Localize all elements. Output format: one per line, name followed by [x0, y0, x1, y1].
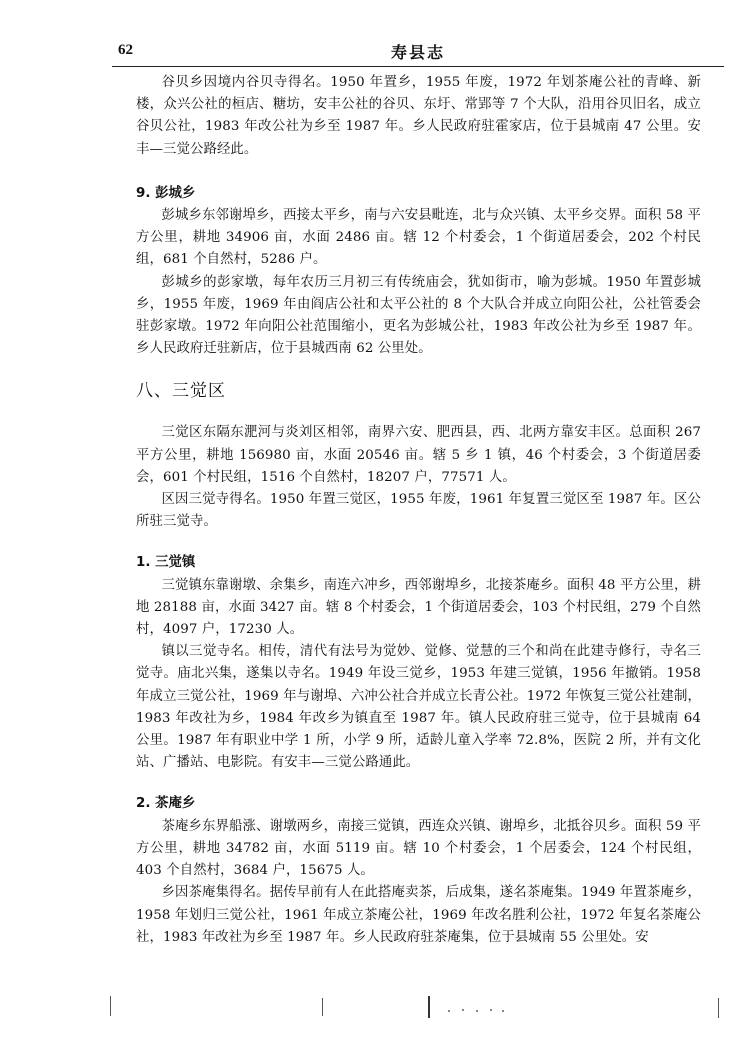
chaan-paragraph-1: 茶庵乡东界船涨、谢墩两乡，南接三觉镇，西连众兴镇、谢埠乡，北抵谷贝乡。面积 59 平方公里，耕地 34782 亩，水面 5119 亩。辖 10 个村委会，1 个居委会，124 个村民组，403 个自然村，3684 户，15675 人。 — [136, 818, 701, 879]
chaan-paragraph-2: 乡因茶庵集得名。据传早前有人在此搭庵卖茶，后成集，遂名茶庵集。1949 年置茶庵乡，1958 年划归三觉公社，1961 年成立茶庵公社，1969 年改名胜利公社，1972 年复名茶庵公社，1983 年改社为乡至 1987 年。乡人民政府驻茶庵集，位于县城南 55 公里处。安 — [136, 885, 701, 945]
sanjue-district-paragraph-1: 三觉区东隔东淝河与炎刘区相邻，南界六安、肥西县，西、北两方靠安丰区。总面积 267 平方公里，耕地 156980 亩，水面 20546 亩。辖 5 乡 1 镇，46 个村委会，3 个街道居委会，601 个村民组，1516 个自然村，18207 户，77571 人。 — [136, 425, 701, 485]
section-title-pengcheng: 9. 彭城乡 — [136, 185, 196, 201]
scan-dot — [462, 1009, 464, 1011]
spacer — [136, 533, 701, 552]
pengcheng-paragraph-2: 彭城乡的彭家墩，每年农历三月初三有传统庙会，犹如街市，喻为彭城。1950 年置彭城乡，1955 年废，1969 年由阎店公社和太平公社的 8 个大队合并成立向阳公社，公社管委会驻彭家墩。1972 年向阳公社范围缩小，更名为彭城公社，1983 年改公社为乡至 1987 年。乡人民政府迁驻新店，位于县城西南 62 公里处。 — [136, 274, 701, 357]
scan-mark — [322, 998, 323, 1016]
pengcheng-paragraph-1: 彭城乡东邻谢埠乡，西接太平乡，南与六安县毗连，北与众兴镇、太平乡交界。面积 58 平方公里，耕地 34906 亩，水面 2486 亩。辖 12 个村委会，1 个街道居委会，202 个村民组，681 个自然村，5286 户。 — [136, 208, 701, 268]
scan-mark — [110, 996, 111, 1016]
page-header — [112, 38, 724, 66]
scan-dot — [490, 1009, 492, 1011]
scan-dot — [476, 1010, 478, 1012]
sanjue-town-paragraph-2: 镇以三觉寺名。相传，清代有法号为觉妙、觉修、觉慧的三个和尚在此建寺修行，寺名三觉寺。庙北兴集，遂集以寺名。1949 年设三觉乡，1953 年建三觉镇，1956 年撤销。1958 年成立三觉公社，1969 年与谢埠、六冲公社合并成立长青公社。1972 年恢复三觉公社建制，1983 年改社为乡，1984 年改乡为镇直至 1987 年。镇人民政府驻三觉寺，位于县城南 64 公里。1987 年有职业中学 1 所，小学 9 所，适龄儿童入学率 72.8%，医院 2 所，并有文化站、广播站、电影院。有安丰—三觉公路通此。 — [136, 644, 701, 771]
header-rule — [112, 66, 724, 67]
spacer — [136, 360, 701, 377]
section-title-chaan: 2. 茶庵乡 — [136, 796, 196, 812]
scan-artifacts — [110, 994, 730, 1024]
scan-mark — [718, 998, 719, 1018]
scan-mark — [428, 996, 430, 1018]
scan-dot — [502, 1010, 504, 1012]
spacer — [136, 774, 701, 793]
spacer — [136, 161, 701, 183]
page-body — [136, 72, 701, 949]
intro-paragraph: 谷贝乡因境内谷贝寺得名。1950 年置乡，1955 年废，1972 年划茶庵公社的青峰、新楼，众兴公社的桓店、糖坊，安丰公社的谷贝、东圩、常郢等 7 个大队，沿用谷贝旧名，成立谷贝公社，1983 年改公社为乡至 1987 年。乡人民政府驻霍家店，位于县城南 47 公里。安丰—三觉公路经此。 — [136, 75, 701, 157]
chapter-title-sanjue-district: 八、三觉区 — [136, 381, 226, 402]
sanjue-district-paragraph-2: 区因三觉寺得名。1950 年置三觉区，1955 年废，1961 年复置三觉区至 1987 年。区公所驻三觉寺。 — [136, 492, 701, 530]
running-title: 寿县志 — [390, 43, 445, 62]
sanjue-town-paragraph-1: 三觉镇东靠谢墩、余集乡，南连六冲乡，西邻谢埠乡，北接茶庵乡。面积 48 平方公里，耕地 28188 亩，水面 3427 亩。辖 8 个村委会，1 个街道居委会，103 个村民组，279 个自然村，4097 户，17230 人。 — [136, 577, 701, 638]
section-title-sanjue-town: 1. 三觉镇 — [136, 555, 196, 571]
scan-dot — [448, 1010, 450, 1012]
spacer — [136, 405, 701, 422]
page-number: 62 — [118, 42, 133, 58]
